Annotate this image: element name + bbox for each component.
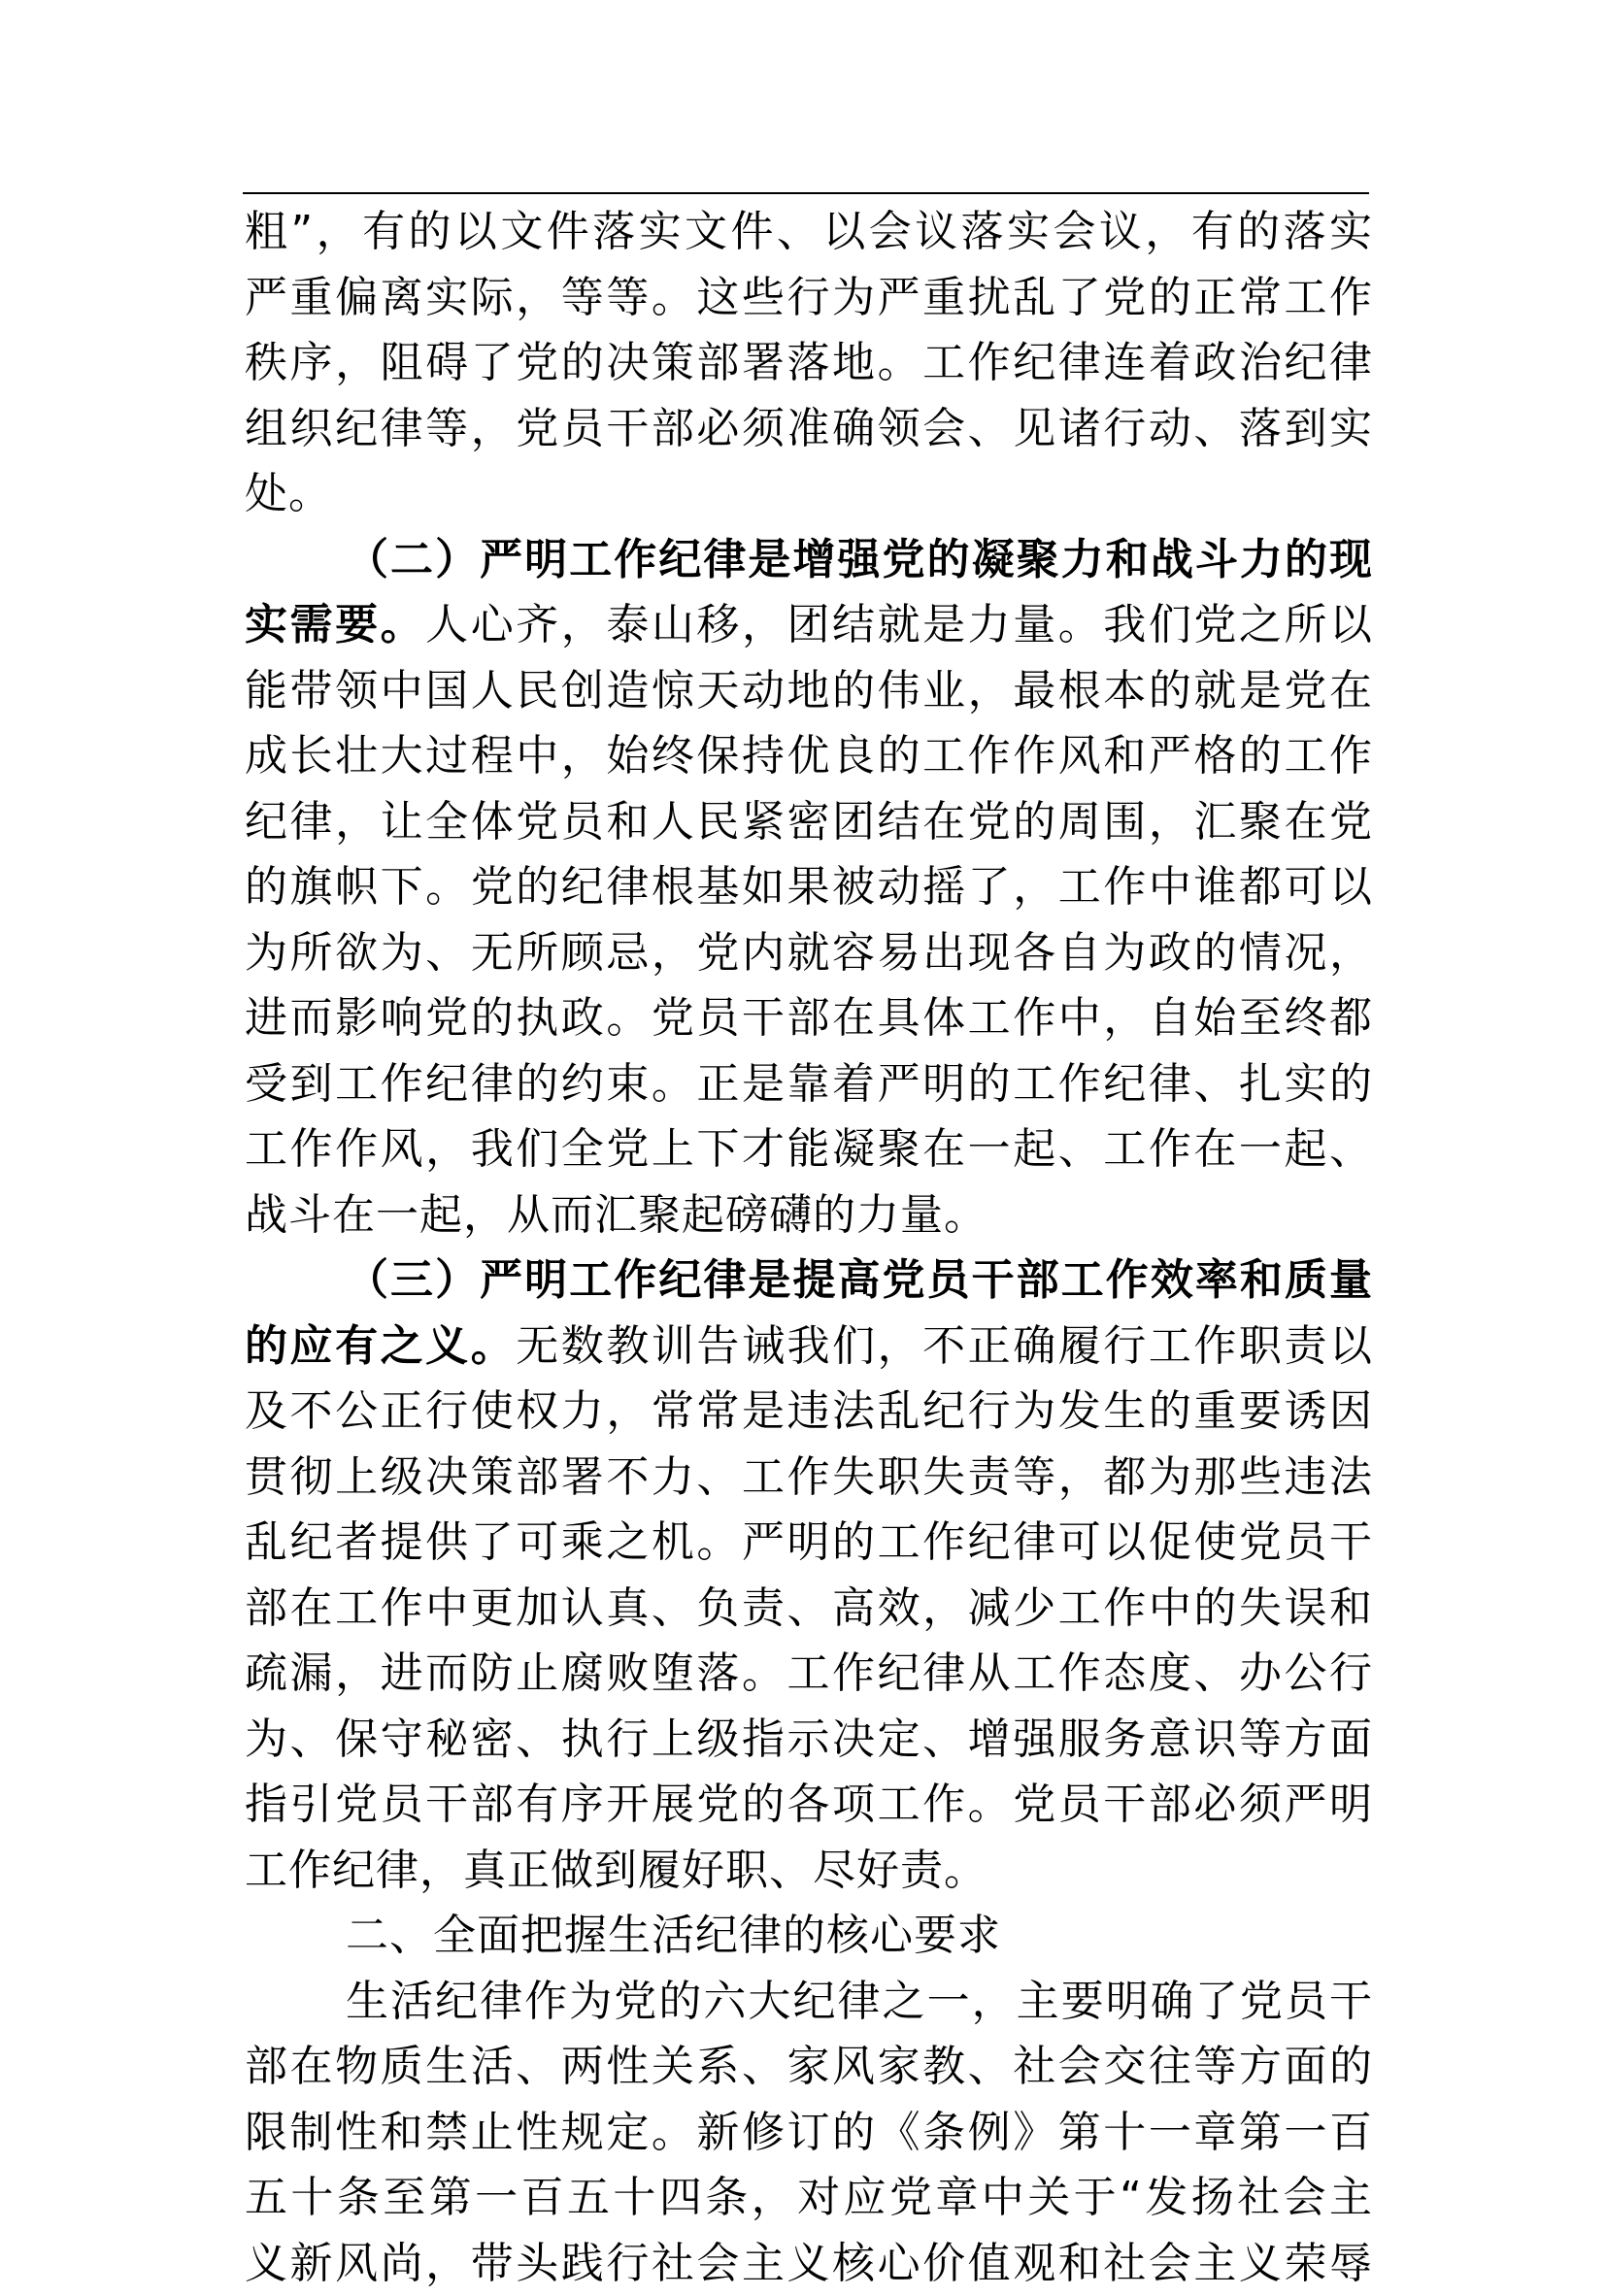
body-line: 为所欲为、无所顾忌，党内就容易出现各自为政的情况， [245,920,1373,986]
section-heading-line: （三）严明工作纪律是提高党员干部工作效率和质量 [245,1248,1373,1314]
body-line: 贯彻上级决策部署不力、工作失职失责等，都为那些违法 [245,1445,1373,1511]
document-body [245,199,1373,2296]
body-line: 疏漏，进而防止腐败堕落。工作纪律从工作态度、办公行 [245,1641,1373,1707]
body-line: 处。 [245,461,1373,527]
body-line: 及不公正行使权力，常常是违法乱纪行为发生的重要诱因 [245,1379,1373,1445]
body-line: 实需要。人心齐，泰山移，团结就是力量。我们党之所以 [245,592,1373,658]
body-line: 秩序，阻碍了党的决策部署落地。工作纪律连着政治纪律 [245,330,1373,396]
body-line: 五十条至第一百五十四条，对应党章中关于“发扬社会主 [245,2165,1373,2231]
body-line: 为、保守秘密、执行上级指示决定、增强服务意识等方面 [245,1707,1373,1773]
body-line: 工作作风，我们全党上下才能凝聚在一起、工作在一起、 [245,1116,1373,1182]
body-line: 乱纪者提供了可乘之机。严明的工作纪律可以促使党员干 [245,1510,1373,1576]
chapter-heading: 二、全面把握生活纪律的核心要求 [245,1903,1373,1969]
body-line: 工作纪律，真正做到履好职、尽好责。 [245,1838,1373,1904]
body-line: 指引党员干部有序开展党的各项工作。党员干部必须严明 [245,1772,1373,1838]
header-rule [243,192,1369,194]
body-line: 部在工作中更加认真、负责、高效，减少工作中的失误和 [245,1576,1373,1642]
body-line: 战斗在一起，从而汇聚起磅礴的力量。 [245,1182,1373,1248]
body-line: 的应有之义。无数教训告诫我们，不正确履行工作职责以 [245,1314,1373,1380]
body-line: 成长壮大过程中，始终保持优良的工作作风和严格的工作 [245,723,1373,789]
body-line: 进而影响党的执政。党员干部在具体工作中，自始至终都 [245,985,1373,1051]
body-line: 能带领中国人民创造惊天动地的伟业，最根本的就是党在 [245,658,1373,724]
body-line: 限制性和禁止性规定。新修订的《条例》第十一章第一百 [245,2100,1373,2166]
body-line: 受到工作纪律的约束。正是靠着严明的工作纪律、扎实的 [245,1051,1373,1117]
section-heading-line: （二）严明工作纪律是增强党的凝聚力和战斗力的现 [245,527,1373,593]
body-line: 义新风尚，带头践行社会主义核心价值观和社会主义荣辱 [245,2231,1373,2296]
body-line: 严重偏离实际，等等。这些行为严重扰乱了党的正常工作 [245,265,1373,331]
body-line: 粗”，有的以文件落实文件、以会议落实会议，有的落实 [245,199,1373,265]
body-line: 生活纪律作为党的六大纪律之一，主要明确了党员干 [245,1969,1373,2035]
body-line: 部在物质生活、两性关系、家风家教、社会交往等方面的 [245,2034,1373,2100]
body-line: 的旗帜下。党的纪律根基如果被动摇了，工作中谁都可以 [245,854,1373,920]
body-line: 纪律，让全体党员和人民紧密团结在党的周围，汇聚在党 [245,789,1373,855]
body-line: 组织纪律等，党员干部必须准确领会、见诸行动、落到实 [245,396,1373,462]
